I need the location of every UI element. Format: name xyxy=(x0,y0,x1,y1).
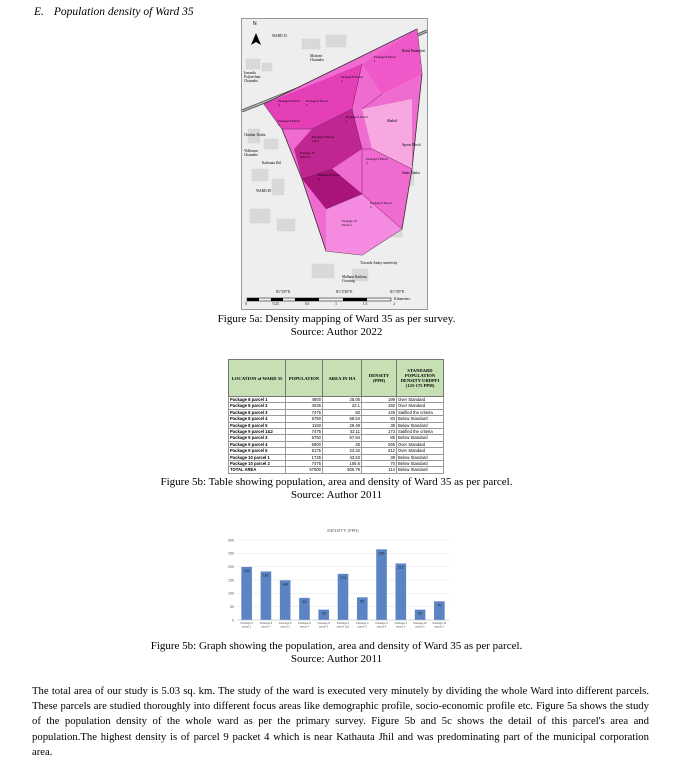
table-cell: 5750 xyxy=(286,416,323,422)
table-cell: Package 9 parcel 5 xyxy=(229,448,286,454)
table-header: AREA IN HA xyxy=(323,360,362,397)
data-label: 39 xyxy=(321,611,326,616)
table-cell: 4800 xyxy=(286,397,323,403)
table-cell: 173 xyxy=(362,429,397,435)
scale-tick: 0 xyxy=(245,302,247,306)
x-tick-label: Package 8 xyxy=(259,622,273,625)
table-cell: Package 8 parcel 3 xyxy=(229,409,286,415)
table-cell: 5175 xyxy=(286,448,323,454)
table-cell: 4025 xyxy=(286,403,323,409)
y-tick-label: 100 xyxy=(228,591,234,596)
table-header: POPULATION xyxy=(286,360,323,397)
x-tick-label: Package 9 xyxy=(375,622,388,625)
x-tick-label: Package 10 xyxy=(432,622,447,625)
section-heading xyxy=(34,6,194,18)
parcel-label: Package 8 Parcel 3 xyxy=(306,99,328,107)
x-tick-label: parcel 3 xyxy=(357,625,367,629)
data-label: 199 xyxy=(243,568,250,573)
x-tick-label: parcel 5 xyxy=(319,625,329,629)
table-cell: 29.49 xyxy=(323,422,362,428)
table-cell: Package 8 parcel 1 xyxy=(229,397,286,403)
data-label: 149 xyxy=(282,582,289,587)
x-tick-label: parcel 4 xyxy=(299,625,310,629)
chart-svg xyxy=(221,524,452,638)
saras-label: Saras Vatika xyxy=(402,171,420,175)
table-cell: 7475 xyxy=(286,461,323,467)
density-bar-chart xyxy=(221,524,452,638)
x-tick-label: parcel 1 xyxy=(242,625,252,629)
table-cell: 182 xyxy=(362,403,397,409)
scale-tick: 0.25 xyxy=(272,302,279,306)
parcel-label: Package 10 Parcel 2 xyxy=(300,151,315,159)
table-cell: 39 xyxy=(362,422,397,428)
lon-label-1: 81°2'0"E xyxy=(276,289,291,294)
table-cell: Below Standard xyxy=(397,467,444,473)
table-cell: 114 xyxy=(362,467,397,473)
x-tick-label: Package 8 xyxy=(317,622,330,625)
parcel-label: Package 9 Parcel 5 xyxy=(370,201,392,209)
table-cell: 7475 xyxy=(286,429,323,435)
table-cell: 39 xyxy=(362,454,397,460)
scale-tick: 2 xyxy=(393,302,395,306)
table-cell: 7475 xyxy=(286,409,323,415)
railway-label: Malhaur Railway Crossing xyxy=(342,275,368,283)
lon-label-3: 81°3'0"E xyxy=(390,289,405,294)
table-cell: 5750 xyxy=(286,435,323,441)
table-cell: 24.32 xyxy=(323,448,362,454)
x-tick-label: parcel 1&2 xyxy=(336,625,350,629)
bar xyxy=(241,567,252,620)
parcel-label: Package 9 Parcel 1 & 2 xyxy=(312,135,334,143)
lon-label-2: 81°2'30"E xyxy=(336,289,353,294)
table-cell: Over Standard xyxy=(397,397,444,403)
x-tick-label: parcel 2 xyxy=(261,625,271,629)
table-cell: 26 xyxy=(323,441,362,447)
table-cell: Package 9 parcel 4 xyxy=(229,441,286,447)
y-tick-label: 250 xyxy=(228,551,234,556)
table-cell: 57500 xyxy=(286,467,323,473)
x-tick-label: parcel 4 xyxy=(376,625,387,629)
table-cell: Package 8 parcel 5 xyxy=(229,422,286,428)
data-label: 85 xyxy=(360,599,365,604)
bar xyxy=(376,549,387,620)
x-tick-label: parcel 3 xyxy=(280,625,290,629)
table-body xyxy=(229,397,444,474)
caption-line: Figure 5b: Graph showing the population, area and density of Ward 35 as per parcel. xyxy=(150,640,523,652)
table-cell: 43.53 xyxy=(323,454,362,460)
y-tick-label: 300 xyxy=(228,538,234,543)
x-tick-label: Package 9 xyxy=(356,622,369,625)
caption-source: Source: Author 2011 xyxy=(290,653,383,665)
chart-title: DENSITY (PPH) xyxy=(327,528,359,533)
table-cell: Below Standard xyxy=(397,454,444,460)
x-tick-label: Package 8 xyxy=(298,622,311,625)
figure-5a-caption xyxy=(0,313,673,339)
table-header: DENSITY (PPH) xyxy=(362,360,397,397)
amity-label: Towards Amity university xyxy=(360,261,398,265)
table-cell: 67.84 xyxy=(323,435,362,441)
y-tick-label: 200 xyxy=(228,564,234,569)
data-label: 212 xyxy=(397,565,404,570)
bar xyxy=(261,571,272,620)
parcel-label: Package 8 Parcel 4 xyxy=(278,99,300,107)
caption-line: Figure 5b: Table showing population, area and density of Ward 35 as per parcel. xyxy=(160,476,513,488)
y-tick-label: 150 xyxy=(228,578,234,583)
table-cell: 505.79 xyxy=(323,467,362,473)
caption-source: Source: Author 2022 xyxy=(290,326,383,338)
table-cell: 1150 xyxy=(286,422,323,428)
scale-tick: 0.5 xyxy=(304,302,310,306)
parcel-label: Package 8 Parcel 2 xyxy=(341,75,363,83)
table-cell: 43.11 xyxy=(323,429,362,435)
parcel-label: Package 8 Parcel 1 xyxy=(374,55,396,63)
parcel-label: Package 9 Parcel 1 xyxy=(346,115,368,123)
parcel-label: Package 9 Parcel 3 xyxy=(366,157,388,165)
table-cell: Over Standard xyxy=(397,448,444,454)
table-cell: Below Standard xyxy=(397,435,444,441)
table-cell: Package 9 parcel 1&2 xyxy=(229,429,286,435)
y-tick-label: 0 xyxy=(232,618,234,623)
x-tick-label: Package 9 xyxy=(394,622,407,625)
table-cell: 25.06 xyxy=(323,397,362,403)
table-cell: Below Standard xyxy=(397,416,444,422)
x-tick-label: parcel 2 xyxy=(434,625,444,629)
figure-5c-caption xyxy=(0,640,673,666)
x-tick-label: parcel 5 xyxy=(396,625,406,629)
scale-ticks xyxy=(245,302,395,306)
parcel-label: Package 10 Parcel 1 xyxy=(342,219,357,227)
kilometers-label: Kilometers xyxy=(394,297,410,301)
table-cell: 1725 xyxy=(286,454,323,460)
kathauta-label: Kathauta Jhil xyxy=(262,161,282,165)
parcel-label: Package 9 Parcel 4 xyxy=(318,173,340,181)
data-label: 182 xyxy=(262,573,269,578)
vidhavan-label: Vidhavan Chauraha xyxy=(244,149,258,157)
table-cell: Satified the criteria xyxy=(397,409,444,415)
data-label: 173 xyxy=(340,575,346,580)
table-cell: TOTAL AREA xyxy=(229,467,286,473)
density-map xyxy=(241,18,428,310)
x-tick-label: Package 10 xyxy=(413,622,427,625)
caption-line: Figure 5a: Density mapping of Ward 35 as per survey. xyxy=(217,313,456,325)
table-cell: 70 xyxy=(362,461,397,467)
table-header-row xyxy=(229,360,444,397)
table-cell: 83 xyxy=(362,416,397,422)
table-cell: Satified the criteria xyxy=(397,429,444,435)
table-cell: 199 xyxy=(362,397,397,403)
table-cell: Package 9 parcel 3 xyxy=(229,435,286,441)
table-cell: 212 xyxy=(362,448,397,454)
x-tick-label: Package 8 xyxy=(279,622,292,625)
data-label: 83 xyxy=(302,599,307,604)
x-tick-label: Package 8 xyxy=(240,622,253,625)
bar xyxy=(396,563,407,620)
table-row xyxy=(229,467,444,473)
data-label: 265 xyxy=(378,551,385,556)
data-label: 39 xyxy=(418,611,423,616)
chinhat-label: Chinhat Tiraha xyxy=(244,133,266,137)
table-cell: 50 xyxy=(323,409,362,415)
bar xyxy=(338,574,349,620)
y-tick-label: 50 xyxy=(230,604,234,609)
shahid-label: Shahid xyxy=(387,119,397,123)
parcel-label: Package 8 Parcel 5 xyxy=(278,119,300,127)
table-cell: Below Standard xyxy=(397,422,444,428)
caption-source: Source: Author 2011 xyxy=(290,489,383,501)
scale-tick: 1 xyxy=(335,302,337,306)
table-cell: Over Standard xyxy=(397,403,444,409)
table-cell: 68.54 xyxy=(323,416,362,422)
table-cell: Below Standard xyxy=(397,461,444,467)
izwarda-label: Izwarda Polytechnic Chauraha xyxy=(244,71,261,83)
section-number: E. xyxy=(34,6,44,18)
table-cell: Package 10 parcel 2 xyxy=(229,461,286,467)
table-cell: 85 xyxy=(362,435,397,441)
scale-tick: 1.5 xyxy=(362,302,368,306)
table-cell: 149 xyxy=(362,409,397,415)
x-tick-label: parcel 1 xyxy=(415,625,425,629)
matiyari-label: Matiyari Chauraha xyxy=(310,54,324,62)
table-cell: Package 8 parcel 4 xyxy=(229,416,286,422)
table-cell: 265 xyxy=(362,441,397,447)
table-cell: 22.1 xyxy=(323,403,362,409)
data-label: 70 xyxy=(437,603,442,608)
ward49-label: WARD 49 xyxy=(256,189,272,193)
table-cell: Over Standard xyxy=(397,441,444,447)
north-label: N xyxy=(253,21,257,27)
table-header: LOCATION of WARD 35 xyxy=(229,360,286,397)
section-title: Population density of Ward 35 xyxy=(53,6,194,18)
body-paragraph: The total area of our study is 5.03 sq. km. The study of the ward is executed very minutely by dividing the whole Ward into different parcels. These parcels are studied thoroughly into different focus areas like demographic profile, socio-economic profile etc. Figure 5a shows the study of the population density of the whole ward as per the primary survey. Figure 5b and 5c shows the detail of this parcel's area and population.The highest density is of parcel 9 packet 4 which is near Kathauta Jhil and was predominating part of the municipal corporation area. xyxy=(32,685,649,758)
table-cell: 106.6 xyxy=(323,461,362,467)
ward33-label: WARD 33 xyxy=(272,34,288,38)
table-cell: Package 8 parcel 2 xyxy=(229,403,286,409)
rohit-label: Rohit Paramjeet xyxy=(402,49,426,53)
density-table xyxy=(228,359,444,474)
table-cell: 6900 xyxy=(286,441,323,447)
table-cell: Package 10 parcel 1 xyxy=(229,454,286,460)
figure-5b-caption xyxy=(0,476,673,502)
x-tick-label: Package 9 xyxy=(336,622,350,625)
sports-label: Sports Block xyxy=(402,143,421,147)
table-header: STANDARD POPULATION DENSITY URDPFI (125-175 PPH) xyxy=(397,360,444,397)
